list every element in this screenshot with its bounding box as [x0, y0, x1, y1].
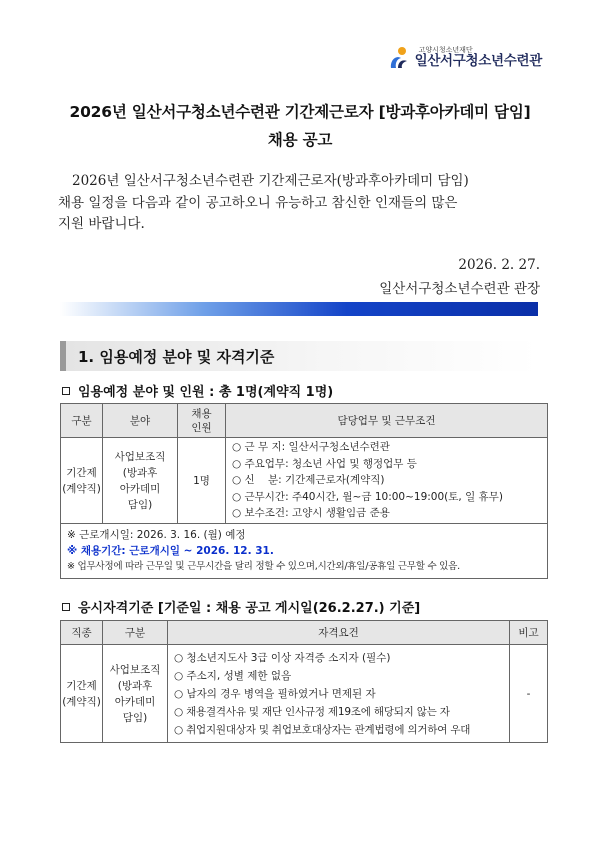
logo-sub-text: 고양시청소년재단 [418, 45, 473, 54]
condition-item: ○ 보수조건: 고양시 생활임금 준용 [232, 507, 390, 520]
section-heading [60, 341, 538, 371]
condition-item: ○ 근무시간: 주40시간, 월~금 10:00~19:00(토, 일 휴무) [232, 490, 503, 503]
table-cell-remark: - [510, 645, 548, 743]
subheading-qualifications-text: 응시자격기준 [기준일 : 채용 공고 게시일(26.2.27.) 기준] [78, 601, 421, 616]
table-header: 담당업무 및 근무조건 [226, 404, 548, 438]
requirement-item: ○ 주소지, 성별 제한 없음 [174, 669, 292, 682]
table-header: 자격요건 [168, 621, 510, 645]
table-cell-conditions [226, 438, 548, 524]
logo-main-text: 일산서구청소년수련관 [414, 53, 542, 70]
section-heading-text: 1. 임용예정 분야 및 자격기준 [78, 347, 275, 366]
requirement-item: ○ 남자의 경우 병역을 필하였거나 면제된 자 [174, 687, 376, 700]
intro-line-3: 지원 바랍니다. [58, 216, 145, 232]
subheading-positions-text: 임용예정 분야 및 인원 : 총 1명(계약직 1명) [78, 385, 334, 400]
table-header: 구분 [61, 404, 103, 438]
foundation-logo-mark-icon [388, 46, 410, 70]
qualifications-table [60, 620, 548, 743]
note-start-date: ※ 근로개시일: 2026. 3. 16. (월) 예정 [67, 529, 246, 541]
requirement-item: ○ 청소년지도사 3급 이상 자격증 소지자 (필수) [174, 651, 391, 664]
table-cell-type: 기간제 (계약직) [61, 438, 103, 524]
requirement-item: ○ 채용결격사유 및 재단 인사규정 제19조에 해당되지 않는 자 [174, 705, 450, 718]
table-cell-field: 사업보조직 (방과후 아카데미 담임) [103, 438, 178, 524]
notice-title: 2026년 일산서구청소년수련관 기간제근로자 [방과후아카데미 담임] [69, 103, 531, 121]
intro-line-1: 2026년 일산서구청소년수련관 기간제근로자(방과후아카데미 담임) [72, 173, 469, 189]
notice-date: 2026. 2. 27. [458, 257, 540, 273]
intro-paragraph [58, 171, 558, 236]
table-header: 구분 [103, 621, 168, 645]
table-header: 직종 [61, 621, 103, 645]
table-cell-type: 기간제 (계약직) [61, 645, 103, 743]
condition-item: ○ 근 무 지: 일산서구청소년수련관 [232, 441, 390, 454]
table-cell-requirements [168, 645, 510, 743]
note-work-schedule: ※ 업무사정에 따라 근무일 및 근무시간을 달리 정할 수 있으며,시간외/휴일/공휴일 근무할 수 있음. [67, 561, 460, 572]
square-bullet-icon [62, 387, 70, 395]
table-notes [61, 524, 548, 579]
requirement-item: ○ 취업지원대상자 및 취업보호대상자는 관계법령에 의거하여 우대 [174, 723, 471, 736]
condition-item: ○ 주요업무: 청소년 사업 및 행정업무 등 [232, 457, 417, 470]
subheading-positions [62, 381, 333, 400]
table-header: 분야 [103, 404, 178, 438]
notice-title-sub: 채용 공고 [267, 131, 333, 149]
square-bullet-icon [62, 603, 70, 611]
notice-signer: 일산서구청소년수련관 관장 [379, 281, 540, 297]
table-cell-count: 1명 [178, 438, 226, 524]
note-employment-period: ※ 채용기간: 근로개시일 ~ 2026. 12. 31. [67, 545, 274, 557]
foundation-logo [388, 46, 542, 70]
decorative-divider-bar [60, 302, 538, 316]
table-cell-field: 사업보조직 (방과후 아카데미 담임) [103, 645, 168, 743]
subheading-qualifications [62, 597, 420, 616]
intro-line-2: 채용 일정을 다음과 같이 공고하오니 유능하고 참신한 인재들의 많은 [58, 194, 458, 211]
condition-item: ○ 신 분: 기간제근로자(계약직) [232, 474, 385, 487]
positions-table [60, 403, 548, 579]
table-header: 비고 [510, 621, 548, 645]
table-header: 채용 인원 [178, 404, 226, 438]
